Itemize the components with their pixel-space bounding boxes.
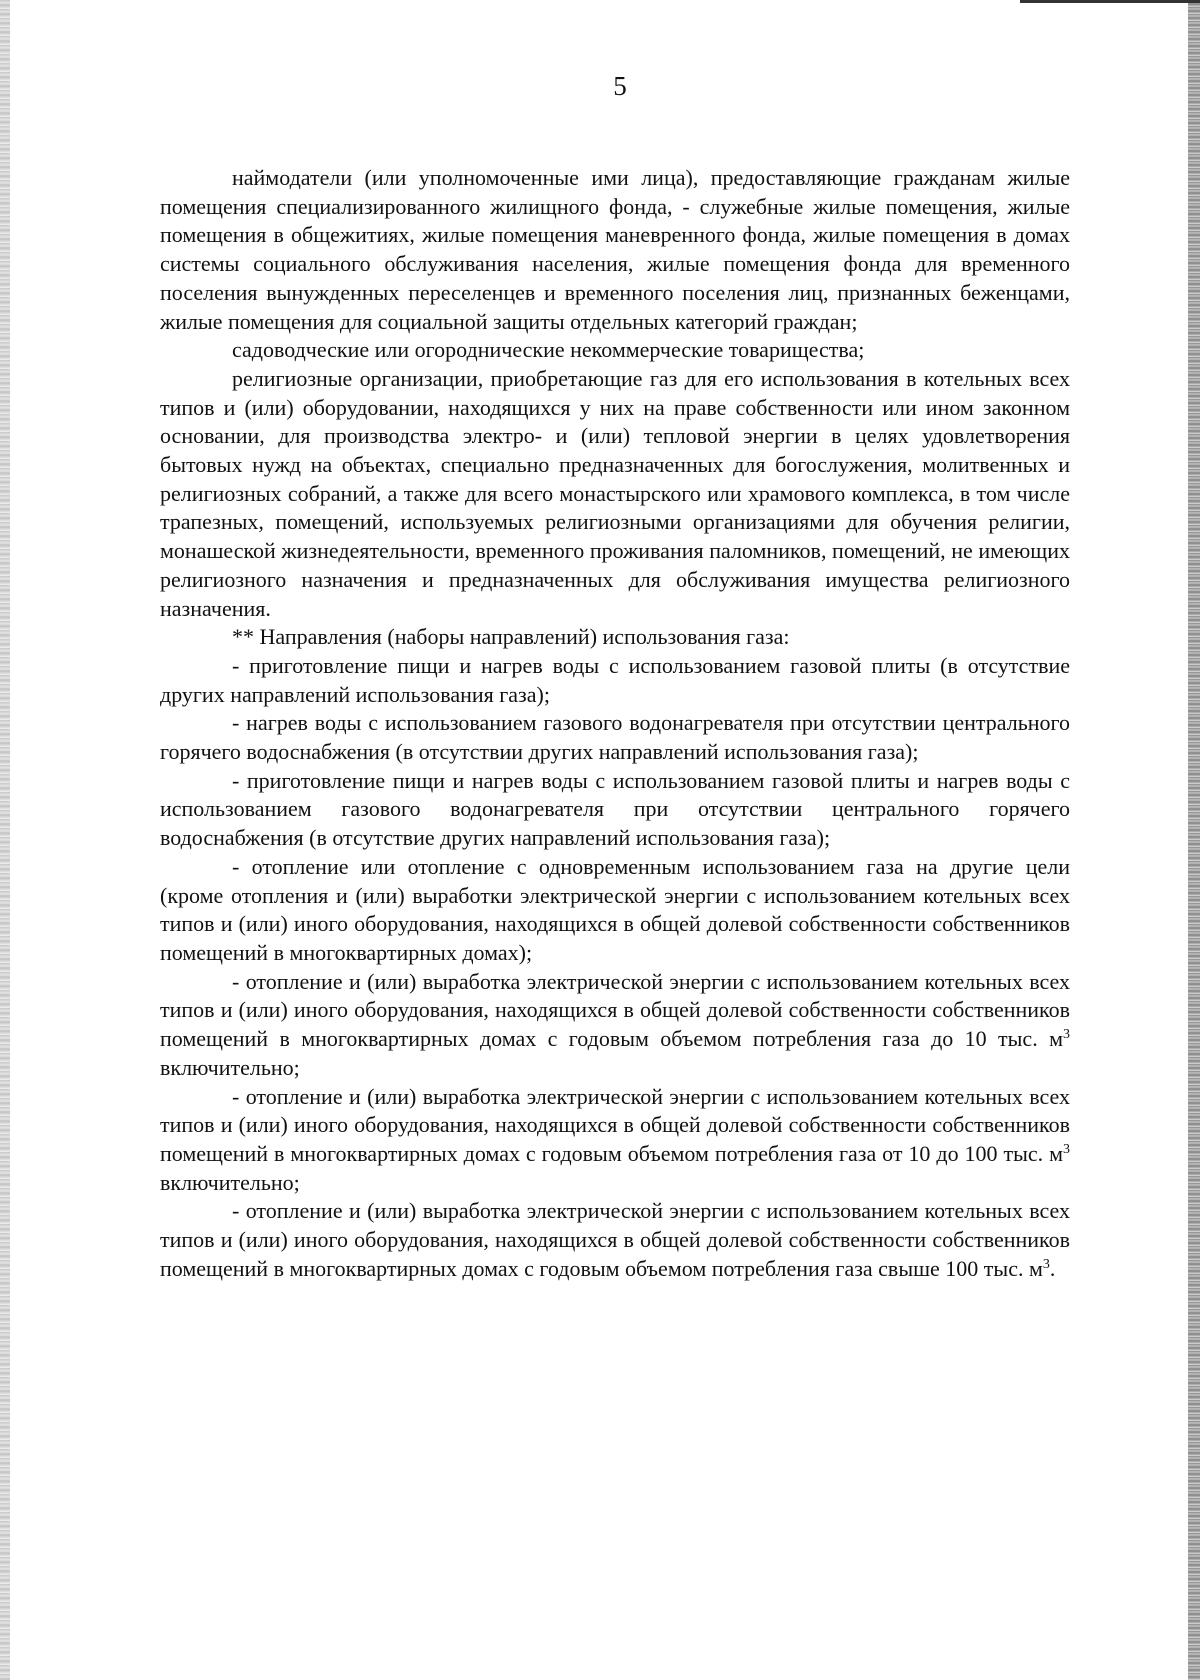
paragraph-direction-7 — [160, 1197, 1070, 1283]
paragraph-direction-2 — [160, 709, 1070, 766]
paragraph-text: - отопление и (или) выработка электрической энергии с использованием котельных всех типов и (или) иного оборудования, находящихся в общей долевой собственности собственников помещений в многоквартирных домах с годовым объемом потребления газа от 10 до 100 тыс. м — [160, 1083, 1070, 1166]
paragraph-text: - приготовление пищи и нагрев воды с использованием газовой плиты (в отсутствие других направлений использования газа); — [160, 652, 1070, 707]
page-number: 5 — [613, 71, 627, 101]
paragraph-direction-5 — [160, 968, 1070, 1083]
superscript-cube: 3 — [1042, 1256, 1050, 1272]
paragraph-text: наймодатели (или уполномоченные ими лица), предоставляющие гражданам жилые помещения специализированного жилищного фонда, - служебные жилые помещения, жилые помещения в общежитиях, жилые помещения маневренного фонда, жилые помещения в домах системы социального обслуживания населения, жилые помещения фонда для временного поселения вынужденных переселенцев и временного поселения лиц, признанных беженцами, жилые помещения для социальной защиты отдельных категорий граждан; — [160, 165, 1070, 334]
paragraph-text: садоводческие или огороднические некоммерческие товарищества; — [232, 337, 865, 363]
paragraph-suffix: включительно; — [160, 1169, 300, 1195]
paragraph-suffix: включительно; — [160, 1054, 300, 1080]
superscript-cube: 3 — [1063, 1027, 1070, 1043]
paragraph-direction-1 — [160, 652, 1070, 709]
paragraph-religious — [160, 365, 1070, 623]
paragraph-direction-4 — [160, 853, 1070, 968]
paragraph-text: - нагрев воды с использованием газового водонагревателя при отсутствии центрального горячего водоснабжения (в отсутствии других направлений использования газа); — [160, 710, 1070, 765]
paragraph-footnote-heading — [160, 623, 1070, 652]
paragraph-text: - отопление и (или) выработка электрической энергии с использованием котельных всех типов и (или) иного оборудования, находящихся в общей долевой собственности собственников помещений в многоквартирных домах с годовым объемом потребления газа до 10 тыс. м — [160, 968, 1070, 1052]
document-body — [160, 164, 1070, 1283]
scan-edge-left — [0, 0, 10, 1680]
paragraph-text: - отопление и (или) выработка электрической энергии с использованием котельных всех типов и (или) иного оборудования, находящихся в общей долевой собственности собственников помещений в многоквартирных домах с годовым объемом потребления газа свыше 100 тыс. м — [160, 1198, 1070, 1281]
paragraph-direction-6 — [160, 1083, 1070, 1198]
paragraph-text: ** Направления (наборы направлений) использования газа: — [232, 624, 790, 650]
paragraph-direction-3 — [160, 767, 1070, 853]
scan-edge-top — [1020, 0, 1200, 3]
paragraph-suffix: . — [1049, 1255, 1056, 1281]
scan-edge-right — [1188, 0, 1200, 1680]
paragraph-text: - приготовление пищи и нагрев воды с использованием газовой плиты и нагрев воды с использованием газового водонагревателя при отсутствии центрального горячего водоснабжения (в отсутствие других направлений использования газа); — [160, 767, 1070, 851]
paragraph-landlords — [160, 164, 1070, 336]
paragraph-text: религиозные организации, приобретающие газ для его использования в котельных всех типов и (или) оборудовании, находящихся у них на праве собственности или ином законном основании, для производства электро- и (или) тепловой энергии в целях удовлетворения бытовых нужд на объектах, специально предназначенных для богослужения, молитвенных и религиозных собраний, а также для всего монастырского или храмового комплекса, в том числе трапезных, помещений, используемых религиозными организациями для обучения религии, монашеской жизнедеятельности, временного проживания паломников, помещений, не имеющих религиозного назначения и предназначенных для обслуживания имущества религиозного назначения. — [160, 365, 1070, 621]
paragraph-gardening — [160, 336, 1070, 365]
superscript-cube: 3 — [1063, 1141, 1070, 1157]
paragraph-text: - отопление или отопление с одновременным использованием газа на другие цели (кроме отопления и (или) выработки электрической энергии с использованием котельных всех типов и (или) иного оборудования, находящихся в общей долевой собственности собственников помещений в многоквартирных домах); — [160, 853, 1070, 965]
